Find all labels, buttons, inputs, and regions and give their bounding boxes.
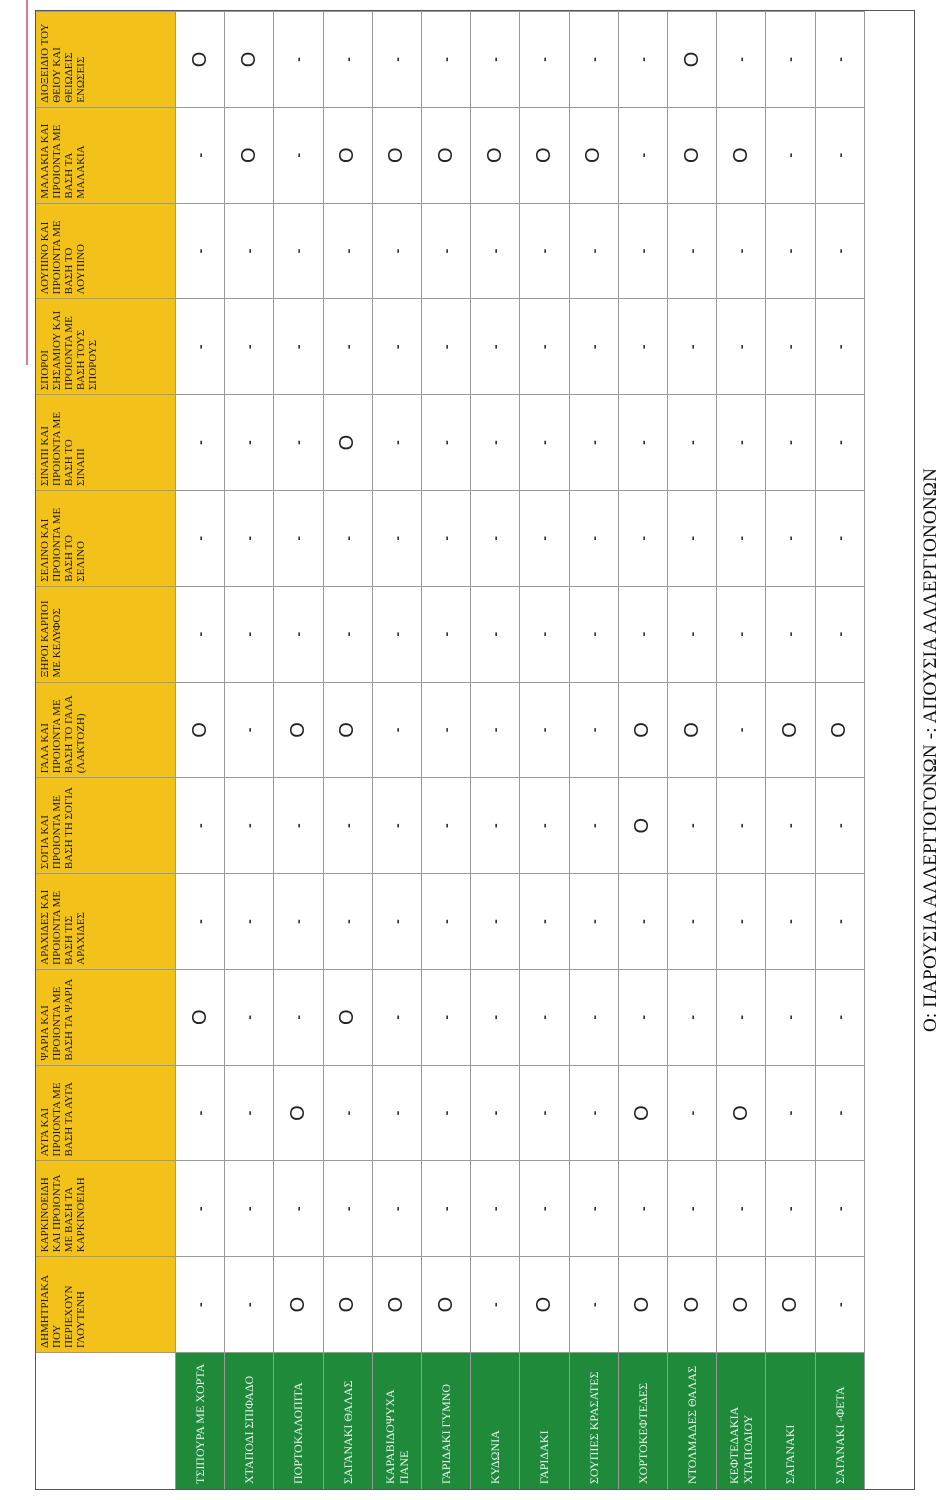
table-cell: O (668, 1256, 717, 1352)
table-cell: O (668, 11, 717, 107)
row-label: ΝΤΟΛΜΑΔΕΣ ΘΑΛΑΣ (668, 1352, 717, 1489)
table-cell: O (717, 1065, 766, 1161)
table-cell: - (520, 298, 569, 394)
table-cell: O (274, 1256, 323, 1352)
table-cell: - (619, 873, 668, 969)
table-cell: - (471, 586, 520, 682)
table-cell: O (225, 11, 274, 107)
table-cell: - (422, 1065, 471, 1161)
table-cell: - (717, 777, 766, 873)
table-cell: - (816, 298, 865, 394)
table-cell: - (274, 298, 323, 394)
table-cell: - (816, 490, 865, 586)
table-cell: - (373, 203, 422, 299)
table-cell: - (373, 11, 422, 107)
table-cell: - (373, 969, 422, 1065)
table-cell: - (520, 394, 569, 490)
table-cell: - (225, 682, 274, 778)
table-cell: - (176, 873, 225, 969)
margin-mark (26, 0, 28, 365)
table-cell: O (619, 1065, 668, 1161)
row-label: ΠΟΡΤΟΚΑΛΟΠΙΤΑ (274, 1352, 323, 1489)
table-cell: - (570, 11, 619, 107)
table-cell: O (422, 1256, 471, 1352)
table-cell: - (471, 873, 520, 969)
table-cell: - (471, 1065, 520, 1161)
column-header: ΜΑΛΑΚΙΑ ΚΑΙ ΠΡΟΙΟΝΤΑ ΜΕ ΒΑΣΗ ΤΑ ΜΑΛΑΚΙΑ (36, 107, 176, 203)
table-cell: - (324, 203, 373, 299)
table-cell: - (373, 394, 422, 490)
table-cell: - (176, 298, 225, 394)
table-cell: - (176, 1256, 225, 1352)
table-cell: - (717, 298, 766, 394)
column-header: ΔΗΜΗΤΡΙΑΚΑ ΠΟΥ ΠΕΡΙΕΧΟΥΝ ΓΛΟΥΤΕΝΗ (36, 1256, 176, 1352)
table-cell: - (324, 777, 373, 873)
table-cell: - (816, 1160, 865, 1256)
table-cell: - (570, 298, 619, 394)
table-cell: - (422, 394, 471, 490)
table-cell: - (471, 1160, 520, 1256)
column-header: ΣΕΛΙΝΟ ΚΑΙ ΠΡΟΙΟΝΤΑ ΜΕ ΒΑΣΗ ΤΟ ΣΕΛΙΝΟ (36, 490, 176, 586)
table-cell: - (373, 490, 422, 586)
allergen-table (35, 10, 915, 1490)
row-label: ΚΑΡΑΒΙΔΟΨΥΧΑ ΠΑΝΕ (373, 1352, 422, 1489)
table-cell: O (324, 394, 373, 490)
table-cell: - (324, 490, 373, 586)
table-cell: - (471, 682, 520, 778)
table-cell: - (422, 682, 471, 778)
table-cell: - (225, 203, 274, 299)
table-cell: - (570, 682, 619, 778)
row-label: ΓΑΡΙΔΑΚΙ ΓΥΜΝΟ (422, 1352, 471, 1489)
table-cell: - (570, 969, 619, 1065)
column-header: ΣΙΝΑΠΙ ΚΑΙ ΠΡΟΙΟΝΤΑ ΜΕ ΒΑΣΗ ΤΟ ΣΙΝΑΠΙ (36, 394, 176, 490)
table-cell: - (816, 107, 865, 203)
table-cell: O (619, 682, 668, 778)
table-cell: O (176, 682, 225, 778)
table-cell: - (570, 394, 619, 490)
table-cell: - (225, 298, 274, 394)
table-cell: - (176, 1065, 225, 1161)
table-cell: O (520, 1256, 569, 1352)
table-cell: - (668, 873, 717, 969)
table-cell: - (570, 1160, 619, 1256)
table-cell: - (520, 777, 569, 873)
table-cell: - (816, 1256, 865, 1352)
table-cell: O (766, 682, 815, 778)
table-corner (36, 1352, 176, 1489)
table-cell: - (471, 203, 520, 299)
table-cell: O (274, 682, 323, 778)
table-cell: - (176, 586, 225, 682)
table-cell: - (422, 969, 471, 1065)
table-cell: - (422, 777, 471, 873)
table-cell: - (816, 873, 865, 969)
table-cell: - (766, 1160, 815, 1256)
table-cell: O (668, 107, 717, 203)
table-cell: - (225, 777, 274, 873)
table-cell: - (324, 1160, 373, 1256)
column-header: ΣΟΓΙΑ ΚΑΙ ΠΡΟΙΟΝΤΑ ΜΕ ΒΑΣΗ ΤΗ ΣΟΓΙΑ (36, 777, 176, 873)
table-cell: - (668, 394, 717, 490)
table-cell: O (619, 1256, 668, 1352)
table-cell: - (717, 873, 766, 969)
column-header: ΨΑΡΙΑ ΚΑΙ ΠΡΟΙΟΝΤΑ ΜΕ ΒΑΣΗ ΤΑ ΨΑΡΙΑ (36, 969, 176, 1065)
table-cell: - (176, 394, 225, 490)
table-cell: O (324, 107, 373, 203)
table-cell: O (717, 107, 766, 203)
table-cell: - (668, 203, 717, 299)
table-cell: O (471, 107, 520, 203)
table-cell: - (766, 586, 815, 682)
table-cell: - (717, 1160, 766, 1256)
table-cell: - (766, 490, 815, 586)
table-cell: - (520, 203, 569, 299)
table-cell: - (766, 969, 815, 1065)
table-cell: - (816, 1065, 865, 1161)
table-cell: - (373, 1065, 422, 1161)
table-cell: O (570, 107, 619, 203)
table-cell: - (766, 873, 815, 969)
table-cell: - (176, 203, 225, 299)
table-cell: - (619, 394, 668, 490)
table-cell: - (816, 394, 865, 490)
table-cell: - (225, 1256, 274, 1352)
table-cell: - (570, 1065, 619, 1161)
table-cell: - (176, 490, 225, 586)
table-cell: - (422, 490, 471, 586)
table-cell: - (717, 969, 766, 1065)
table-cell: - (274, 969, 323, 1065)
table-cell: - (816, 586, 865, 682)
table-cell: - (570, 490, 619, 586)
rotated-content (10, 10, 940, 1490)
table-cell: - (520, 969, 569, 1065)
table-cell: - (570, 586, 619, 682)
table-cell: - (225, 1160, 274, 1256)
table-cell: - (619, 1160, 668, 1256)
table-cell: - (274, 203, 323, 299)
table-cell: - (471, 298, 520, 394)
table-cell: - (766, 298, 815, 394)
table-cell: - (520, 873, 569, 969)
table-cell: - (422, 11, 471, 107)
table-cell: - (176, 1160, 225, 1256)
table-cell: - (324, 11, 373, 107)
table-cell: - (816, 969, 865, 1065)
table-cell: - (717, 11, 766, 107)
column-header: ΓΑΛΑ ΚΑΙ ΠΡΟΙΟΝΤΑ ΜΕ ΒΑΣΗ ΤΟ ΓΑΛΑ (ΛΑΚΤΟΖΗ) (36, 682, 176, 778)
column-header: ΑΡΑΧΙΔΕΣ ΚΑΙ ΠΡΟΙΟΝΤΑ ΜΕ ΒΑΣΗ ΤΙΣ ΑΡΑΧΙΔΕΣ (36, 873, 176, 969)
table-cell: - (619, 298, 668, 394)
table-cell: - (225, 490, 274, 586)
table-cell: - (274, 873, 323, 969)
table-cell: - (274, 1160, 323, 1256)
column-header: ΞΗΡΟΙ ΚΑΡΠΟΙ ΜΕ ΚΕΛΥΦΟΣ (36, 586, 176, 682)
table-cell: - (619, 203, 668, 299)
table-cell: - (816, 11, 865, 107)
table-cell: - (422, 298, 471, 394)
table-cell: - (422, 586, 471, 682)
table-cell: - (471, 969, 520, 1065)
table-cell: - (471, 1256, 520, 1352)
row-label: ΧΟΡΤΟΚΕΦΤΕΔΕΣ (619, 1352, 668, 1489)
table-cell: - (766, 11, 815, 107)
table-cell: O (324, 969, 373, 1065)
column-header: ΚΑΡΚΙΝΟΕΙΔΗ ΚΑΙ ΠΡΟΙΟΝΤΑ ΜΕ ΒΑΣΗ ΤΑ ΚΑΡΚΙΝΟΕΙΔΗ (36, 1160, 176, 1256)
table-cell: O (668, 682, 717, 778)
table-cell: - (717, 203, 766, 299)
table-cell: - (176, 107, 225, 203)
table-cell: - (717, 490, 766, 586)
table-cell: - (225, 394, 274, 490)
table-cell: - (422, 203, 471, 299)
table-cell: O (324, 682, 373, 778)
table-cell: - (717, 682, 766, 778)
table-cell: O (816, 682, 865, 778)
table-cell: O (373, 107, 422, 203)
table-cell: - (668, 1160, 717, 1256)
table-cell: - (619, 490, 668, 586)
document-page (10, 10, 940, 1490)
table-cell: O (274, 1065, 323, 1161)
table-cell: - (274, 490, 323, 586)
table-cell: - (324, 1065, 373, 1161)
table-cell: - (570, 873, 619, 969)
table-cell: - (570, 1256, 619, 1352)
table-cell: - (324, 873, 373, 969)
table-cell: - (766, 107, 815, 203)
table-cell: - (520, 490, 569, 586)
table-cell: - (471, 11, 520, 107)
table-cell: O (520, 107, 569, 203)
row-label: ΧΤΑΠΟΔΙ ΣΠΙΦΑΔΟ (225, 1352, 274, 1489)
column-header: ΛΟΥΠΙΝΟ ΚΑΙ ΠΡΟΙΟΝΤΑ ΜΕ ΒΑΣΗ ΤΟ ΛΟΥΠΙΝΟ (36, 203, 176, 299)
table-cell: O (619, 777, 668, 873)
table-cell: - (766, 394, 815, 490)
table-cell: - (619, 11, 668, 107)
table-cell: - (471, 490, 520, 586)
table-cell: - (373, 586, 422, 682)
table-cell: O (766, 1256, 815, 1352)
table-cell: - (471, 394, 520, 490)
table-cell: - (176, 777, 225, 873)
table-cell: - (717, 394, 766, 490)
table-cell: - (225, 1065, 274, 1161)
table-cell: O (373, 1256, 422, 1352)
table-cell: O (324, 1256, 373, 1352)
table-cell: - (668, 586, 717, 682)
table-cell: - (422, 1160, 471, 1256)
table-cell: - (619, 107, 668, 203)
row-label: ΤΣΙΠΟΥΡΑ ΜΕ ΧΟΡΤΑ (176, 1352, 225, 1489)
table-cell: - (668, 298, 717, 394)
table-cell: - (373, 682, 422, 778)
table-cell: - (520, 11, 569, 107)
table-cell: - (324, 586, 373, 682)
table-cell: - (766, 1065, 815, 1161)
table-cell: - (274, 777, 323, 873)
table-cell: - (619, 969, 668, 1065)
table-cell: - (668, 777, 717, 873)
table-cell: O (176, 11, 225, 107)
table-cell: - (274, 11, 323, 107)
table-cell: - (668, 490, 717, 586)
table-cell: - (717, 586, 766, 682)
table-cell: - (225, 586, 274, 682)
table-cell: O (422, 107, 471, 203)
table-cell: - (520, 586, 569, 682)
table-cell: - (373, 298, 422, 394)
table-cell: - (520, 682, 569, 778)
table-cell: - (324, 298, 373, 394)
table-cell: - (766, 203, 815, 299)
table-cell: - (373, 873, 422, 969)
row-label: ΣΑΓΑΝΑΚΙ ΘΑΛΑΣ (324, 1352, 373, 1489)
row-label: ΣΑΓΑΝΑΚΙ -ΦΕΤΑ (816, 1352, 865, 1489)
table-cell: - (373, 1160, 422, 1256)
row-label: ΚΕΦΤΕΔΑΚΙΑ ΧΤΑΠΟΔΙΟΥ (717, 1352, 766, 1489)
row-label: ΚΥΔΩΝΙΑ (471, 1352, 520, 1489)
table-cell: - (274, 586, 323, 682)
table-cell: - (668, 969, 717, 1065)
table-cell: - (274, 394, 323, 490)
table-cell: - (225, 873, 274, 969)
row-label: ΣΟΥΠΙΕΣ ΚΡΑΣΑΤΕΣ (570, 1352, 619, 1489)
row-label: ΓΑΡΙΔΑΚΙ (520, 1352, 569, 1489)
table-cell: O (176, 969, 225, 1065)
table-cell: O (717, 1256, 766, 1352)
table-cell: - (373, 777, 422, 873)
table-cell: - (570, 203, 619, 299)
table-cell: - (520, 1160, 569, 1256)
table-cell: - (225, 969, 274, 1065)
column-header: ΣΠΟΡΟΙ ΣΗΣΑΜΙΟΥ ΚΑΙ ΠΡΟΙΟΝΤΑ ΜΕ ΒΑΣΗ ΤΟΥΣ ΣΠΟΡΟΥΣ (36, 298, 176, 394)
table-cell: - (619, 586, 668, 682)
table-cell: - (816, 203, 865, 299)
table-cell: - (816, 777, 865, 873)
table-cell: - (520, 1065, 569, 1161)
legend: Ο: ΠΑΡΟΥΣΙΑ ΑΛΛΕΡΓΙΟΓΟΝΩΝ -: ΑΠΟΥΣΙΑ ΑΛΛΕΡΓΙΟΝΟΝΩΝ (920, 468, 941, 1033)
column-header: ΑΥΓΑ ΚΑΙ ΠΡΟΙΟΝΤΑ ΜΕ ΒΑΣΗ ΤΑ ΑΥΓΑ (36, 1065, 176, 1161)
table-cell: - (570, 777, 619, 873)
column-header: ΔΙΟΞΕΙΔΙΟ ΤΟΥ ΘΕΙΟΥ ΚΑΙ ΘΕΙΩΔΕΙΣ ΕΝΩΣΕΙΣ (36, 11, 176, 107)
table-cell: - (274, 107, 323, 203)
table-cell: O (225, 107, 274, 203)
table-cell: - (471, 777, 520, 873)
table-cell: - (766, 777, 815, 873)
table-cell: - (668, 1065, 717, 1161)
table-cell: - (422, 873, 471, 969)
row-label: ΣΑΓΑΝΑΚΙ (766, 1352, 815, 1489)
